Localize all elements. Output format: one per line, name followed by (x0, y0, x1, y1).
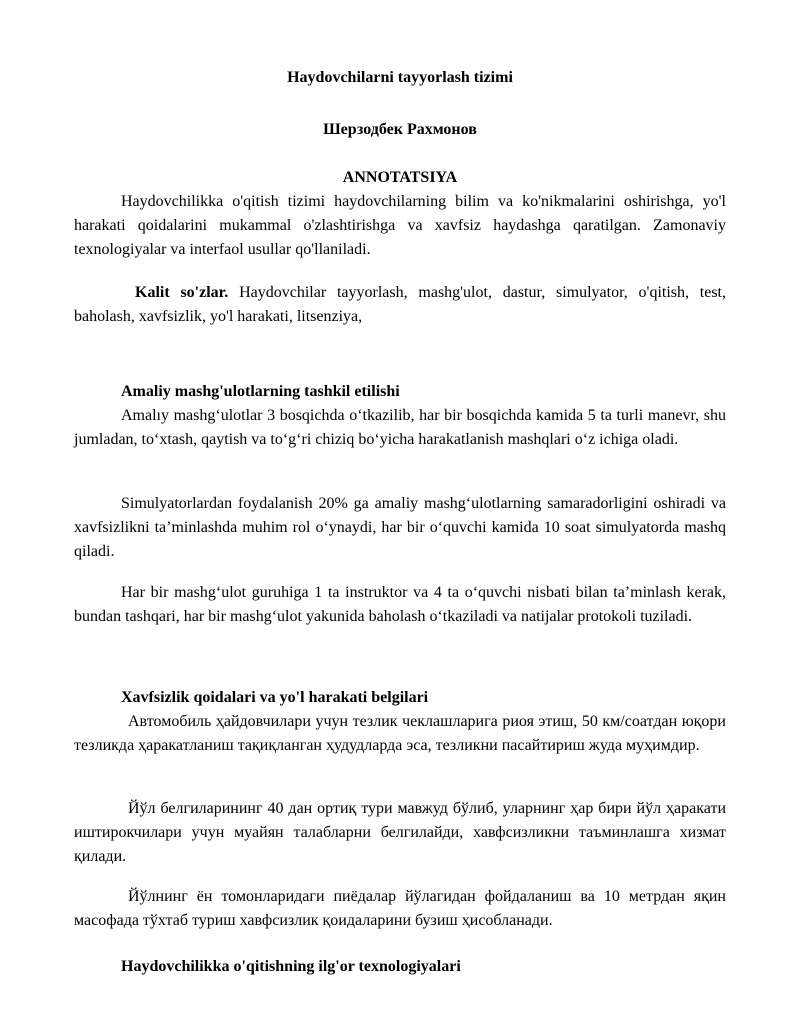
section-paragraph: Har bir mashgʻulot guruhiga 1 ta instruktor va 4 ta oʻquvchi nisbati bilan taʼminlash kerak, bundan tashqari, har bir mashgʻulot yakunida baholash oʻtkaziladi va natijalar protokoli tuziladi. (74, 584, 726, 625)
annotation-paragraph: Haydovchilikka o'qitish tizimi haydovchilarning bilim va ko'nikmalarini oshirishga, yo'l harakati qoidalarini mukammal o'zlashtirishga va xavfsiz haydashga qaratilgan. Zamonaviy texnologiyalar va interfaol usullar qo'llaniladi. (74, 193, 726, 258)
section-heading-safety: Xavfsizlik qoidalari va yo'l harakati belgilari (121, 689, 429, 706)
keywords-text: Haydovchilar tayyorlash, mashg'ulot, dastur, simulyator, o'qitish, test, baholash, xavfsizlik, yo'l harakati, litsenziya, (74, 284, 727, 325)
section-paragraph: Йўлнинг ён томонларидаги пиёдалар йўлагидан фойдаланиш ва 10 метрдан яқин масофада тўхтаб туриш хавфсизлик қоидаларини бузиш ҳисобланади. (74, 888, 726, 929)
section-heading-practice: Amaliy mashg'ulotlarning tashkil etilishi (121, 383, 400, 400)
author-name: Шерзодбек Рахмонов (323, 121, 477, 138)
section-paragraph: Amalıy mashgʻulotlar 3 bosqichda oʻtkazilib, har bir bosqichda kamida 5 ta turli manevr, shu jumladan, toʻxtash, qaytish va toʻgʻri chiziq boʻyicha harakatlanish mashqlari oʻz ichiga oladi. (74, 407, 726, 448)
section-paragraph: Йўл белгиларининг 40 дан ортиқ тури мавжуд бўлиб, уларнинг ҳар бири йўл ҳаракати иштирокчилари учун муайян талабларни белгилайди, хавфсизликни таъминлашга хизмат қилади. (74, 800, 726, 865)
section-paragraph: Автомобиль ҳайдовчилари учун тезлик чеклашларига риоя этиш, 50 км/соатдан юқори тезликда ҳаракатланиш тақиқланган ҳудудларда эса, тезликни пасайтириш жуда муҳимдир. (74, 713, 726, 754)
document-title: Haydovchilarni tayyorlash tizimi (287, 69, 513, 86)
keywords-label: Kalit so'zlar. (135, 284, 229, 301)
section-paragraph: Simulyatorlardan foydalanish 20% ga amaliy mashgʻulotlarning samaradorligini oshiradi va xavfsizlikni taʼminlashda muhim rol oʻynaydi, har bir oʻquvchi kamida 10 soat simulyatorda mashq qiladi. (74, 495, 726, 560)
annotation-heading: ANNOTATSIYA (342, 169, 458, 186)
section-heading-technologies: Haydovchilikka o'qitishning ilg'or texnologiyalari (121, 958, 461, 975)
keywords-paragraph (74, 281, 726, 329)
